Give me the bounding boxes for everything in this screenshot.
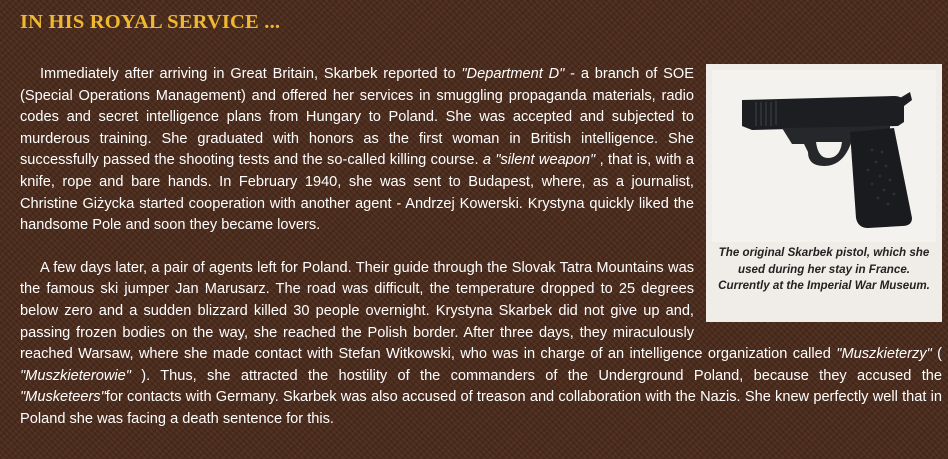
photo-caption: The original Skarbek pistol, which she used during her stay in France. Currently at the Imperial War Museum. [718,246,930,293]
paragraph-1-text-e: , that is, with a knife, rope and bare hands. In February 1940, she was sent to Budapest, where, as a journalist, Christine Giżycka started cooperation with another agent - Andrzej Kowerski. Krystyna quickly liked the handsome Pole and soon they became lovers. [20,152,694,234]
muszkieterzy-term: "Muszkieterzy" [836,346,932,363]
paragraph-2-text-a: A few days later, a pair of agents left for Poland. Their guide through the Slovak Tatra Mountains was the famous ski jumper Jan Marusarz. The road was difficult, the temperature dropped to 25 degrees below zero and a sudden blizzard killed 30 people overnight. Krystyna Skarbek did not give up and, passing frozen bodies on the way, she reached the Polish border. After three days, they miraculously reached Warsaw, where she made contact with Stefan Witkowski, who was in charge of an intelligence organization called [20,259,837,363]
paragraph-1-text-c: - a branch of SOE (Special Operations Management) and offered her services in smuggling propaganda materials, radio codes and secret intelligence plans from Hungary to Poland. She was accepted and subjected to murderous training. She graduated with honors as the first woman in British intelligence. She successfully passed the shooting tests and the so-called killing course. [20,66,694,169]
musketeers-term: "Musketeers" [20,389,106,406]
muszkieterowie-term: "Muszkieterowie" [20,367,131,384]
photo-figure [706,64,942,322]
pistol-photo [712,70,936,242]
paragraph-2-text-e: ). Thus, she attracted the hostility of the commanders of the Underground Poland, because they accused the [130,367,942,384]
paragraph-2-text-c: ( [931,346,942,363]
paragraph-1-text-a: Immediately after arriving in Great Britain, Skarbek reported to [40,66,462,82]
department-d-term: "Department D" [461,66,565,82]
paragraph-2-text-g: for contacts with Germany. Skarbek was also accused of treason and collaboration with the Nazis. She knew perfectly well that in Poland she was facing a death sentence for this. [20,389,942,427]
section-heading: IN HIS ROYAL SERVICE ... [20,11,281,33]
silent-weapon-term: a "silent weapon" [482,152,596,169]
article-body [20,64,942,431]
